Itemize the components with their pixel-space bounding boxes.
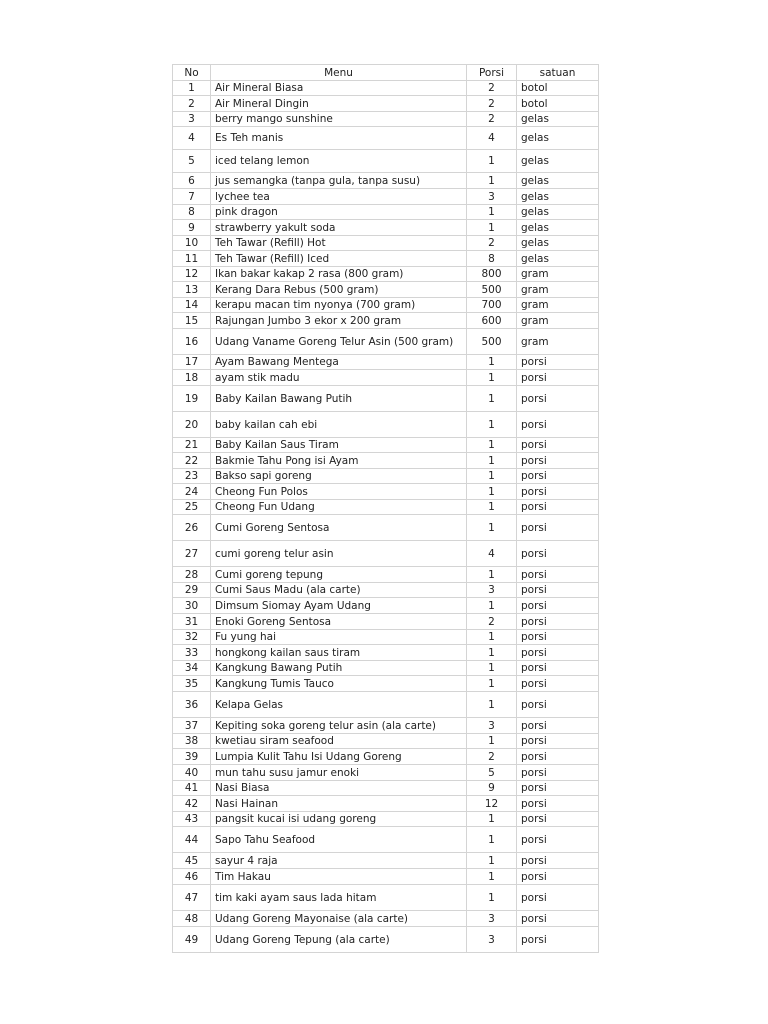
cell-menu: Baby Kailan Bawang Putih xyxy=(211,386,467,412)
cell-no: 18 xyxy=(173,370,211,386)
cell-menu: Kerang Dara Rebus (500 gram) xyxy=(211,282,467,298)
cell-satuan: gram xyxy=(517,329,599,355)
cell-menu: kerapu macan tim nyonya (700 gram) xyxy=(211,298,467,313)
table-row xyxy=(173,749,599,765)
cell-satuan: gelas xyxy=(517,189,599,205)
cell-porsi: 800 xyxy=(467,267,517,282)
cell-satuan: gelas xyxy=(517,251,599,267)
cell-satuan: porsi xyxy=(517,598,599,614)
cell-menu: Kepiting soka goreng telur asin (ala carte) xyxy=(211,718,467,734)
cell-porsi: 1 xyxy=(467,692,517,718)
table-row xyxy=(173,661,599,676)
table-row xyxy=(173,220,599,236)
cell-menu: tim kaki ayam saus lada hitam xyxy=(211,885,467,911)
table-row xyxy=(173,541,599,567)
cell-satuan: botol xyxy=(517,81,599,96)
cell-menu: Air Mineral Biasa xyxy=(211,81,467,96)
cell-porsi: 9 xyxy=(467,781,517,796)
cell-satuan: gelas xyxy=(517,236,599,251)
cell-menu: Cumi goreng tepung xyxy=(211,567,467,583)
cell-satuan: gelas xyxy=(517,205,599,220)
cell-menu: Rajungan Jumbo 3 ekor x 200 gram xyxy=(211,313,467,329)
cell-porsi: 1 xyxy=(467,150,517,173)
table-row xyxy=(173,205,599,220)
cell-no: 42 xyxy=(173,796,211,812)
cell-no: 36 xyxy=(173,692,211,718)
cell-porsi: 1 xyxy=(467,370,517,386)
cell-menu: Lumpia Kulit Tahu Isi Udang Goreng xyxy=(211,749,467,765)
cell-porsi: 8 xyxy=(467,251,517,267)
cell-porsi: 1 xyxy=(467,853,517,869)
table-row xyxy=(173,676,599,692)
cell-menu: Udang Vaname Goreng Telur Asin (500 gram) xyxy=(211,329,467,355)
cell-porsi: 1 xyxy=(467,469,517,484)
cell-menu: Kelapa Gelas xyxy=(211,692,467,718)
cell-porsi: 4 xyxy=(467,541,517,567)
cell-no: 46 xyxy=(173,869,211,885)
cell-no: 23 xyxy=(173,469,211,484)
cell-porsi: 3 xyxy=(467,718,517,734)
cell-porsi: 1 xyxy=(467,500,517,515)
cell-porsi: 2 xyxy=(467,96,517,112)
header-no: No xyxy=(173,65,211,81)
cell-no: 39 xyxy=(173,749,211,765)
cell-menu: Udang Goreng Tepung (ala carte) xyxy=(211,927,467,953)
header-porsi: Porsi xyxy=(467,65,517,81)
cell-menu: Tim Hakau xyxy=(211,869,467,885)
cell-no: 17 xyxy=(173,355,211,370)
table-row xyxy=(173,500,599,515)
cell-satuan: botol xyxy=(517,96,599,112)
cell-menu: ayam stik madu xyxy=(211,370,467,386)
cell-no: 26 xyxy=(173,515,211,541)
cell-porsi: 600 xyxy=(467,313,517,329)
cell-menu: Teh Tawar (Refill) Iced xyxy=(211,251,467,267)
cell-satuan: gelas xyxy=(517,127,599,150)
cell-porsi: 5 xyxy=(467,765,517,781)
cell-no: 24 xyxy=(173,484,211,500)
cell-no: 48 xyxy=(173,911,211,927)
table-row xyxy=(173,718,599,734)
cell-satuan: porsi xyxy=(517,718,599,734)
cell-porsi: 1 xyxy=(467,205,517,220)
table-row xyxy=(173,370,599,386)
cell-no: 16 xyxy=(173,329,211,355)
cell-porsi: 1 xyxy=(467,827,517,853)
cell-no: 33 xyxy=(173,645,211,661)
cell-porsi: 1 xyxy=(467,645,517,661)
cell-no: 2 xyxy=(173,96,211,112)
cell-porsi: 1 xyxy=(467,386,517,412)
cell-menu: Kangkung Tumis Tauco xyxy=(211,676,467,692)
cell-satuan: porsi xyxy=(517,438,599,453)
cell-no: 15 xyxy=(173,313,211,329)
cell-menu: Ikan bakar kakap 2 rasa (800 gram) xyxy=(211,267,467,282)
cell-no: 10 xyxy=(173,236,211,251)
cell-no: 21 xyxy=(173,438,211,453)
cell-no: 28 xyxy=(173,567,211,583)
cell-menu: Es Teh manis xyxy=(211,127,467,150)
table-row xyxy=(173,765,599,781)
table-row xyxy=(173,150,599,173)
cell-satuan: porsi xyxy=(517,734,599,749)
cell-no: 30 xyxy=(173,598,211,614)
cell-menu: kwetiau siram seafood xyxy=(211,734,467,749)
menu-order-table xyxy=(172,64,599,953)
cell-porsi: 1 xyxy=(467,885,517,911)
table-row xyxy=(173,614,599,630)
cell-satuan: porsi xyxy=(517,469,599,484)
table-row xyxy=(173,645,599,661)
cell-porsi: 1 xyxy=(467,661,517,676)
table-row xyxy=(173,567,599,583)
table-row xyxy=(173,329,599,355)
cell-menu: Teh Tawar (Refill) Hot xyxy=(211,236,467,251)
cell-menu: Bakso sapi goreng xyxy=(211,469,467,484)
cell-menu: hongkong kailan saus tiram xyxy=(211,645,467,661)
cell-menu: Ayam Bawang Mentega xyxy=(211,355,467,370)
table-row xyxy=(173,911,599,927)
table-row xyxy=(173,282,599,298)
cell-porsi: 1 xyxy=(467,220,517,236)
cell-menu: Nasi Hainan xyxy=(211,796,467,812)
cell-porsi: 1 xyxy=(467,567,517,583)
table-row xyxy=(173,386,599,412)
cell-no: 4 xyxy=(173,127,211,150)
cell-porsi: 500 xyxy=(467,329,517,355)
table-row xyxy=(173,127,599,150)
cell-satuan: gelas xyxy=(517,220,599,236)
cell-porsi: 1 xyxy=(467,438,517,453)
cell-satuan: gelas xyxy=(517,150,599,173)
cell-menu: Air Mineral Dingin xyxy=(211,96,467,112)
cell-satuan: porsi xyxy=(517,567,599,583)
cell-porsi: 2 xyxy=(467,81,517,96)
cell-satuan: porsi xyxy=(517,661,599,676)
cell-porsi: 2 xyxy=(467,236,517,251)
table-row xyxy=(173,885,599,911)
cell-satuan: porsi xyxy=(517,812,599,827)
cell-porsi: 1 xyxy=(467,869,517,885)
cell-menu: Cheong Fun Udang xyxy=(211,500,467,515)
cell-porsi: 1 xyxy=(467,173,517,189)
cell-no: 29 xyxy=(173,583,211,598)
cell-satuan: gelas xyxy=(517,173,599,189)
cell-no: 19 xyxy=(173,386,211,412)
cell-satuan: gelas xyxy=(517,112,599,127)
cell-menu: Baby Kailan Saus Tiram xyxy=(211,438,467,453)
cell-porsi: 2 xyxy=(467,614,517,630)
cell-porsi: 700 xyxy=(467,298,517,313)
table-row xyxy=(173,853,599,869)
cell-satuan: porsi xyxy=(517,386,599,412)
cell-satuan: porsi xyxy=(517,827,599,853)
table-row xyxy=(173,927,599,953)
cell-menu: berry mango sunshine xyxy=(211,112,467,127)
cell-satuan: porsi xyxy=(517,869,599,885)
cell-satuan: porsi xyxy=(517,614,599,630)
cell-porsi: 1 xyxy=(467,734,517,749)
cell-no: 27 xyxy=(173,541,211,567)
cell-no: 6 xyxy=(173,173,211,189)
table-row xyxy=(173,796,599,812)
table-row xyxy=(173,734,599,749)
table-row xyxy=(173,583,599,598)
cell-porsi: 3 xyxy=(467,583,517,598)
cell-satuan: gram xyxy=(517,267,599,282)
cell-no: 41 xyxy=(173,781,211,796)
cell-satuan: porsi xyxy=(517,484,599,500)
cell-porsi: 1 xyxy=(467,812,517,827)
cell-no: 37 xyxy=(173,718,211,734)
cell-satuan: gram xyxy=(517,282,599,298)
cell-satuan: porsi xyxy=(517,927,599,953)
header-menu: Menu xyxy=(211,65,467,81)
table-row xyxy=(173,96,599,112)
cell-porsi: 4 xyxy=(467,127,517,150)
cell-no: 3 xyxy=(173,112,211,127)
cell-menu: Sapo Tahu Seafood xyxy=(211,827,467,853)
table-row xyxy=(173,236,599,251)
cell-menu: lychee tea xyxy=(211,189,467,205)
cell-menu: jus semangka (tanpa gula, tanpa susu) xyxy=(211,173,467,189)
cell-satuan: porsi xyxy=(517,911,599,927)
cell-menu: Fu yung hai xyxy=(211,630,467,645)
cell-menu: cumi goreng telur asin xyxy=(211,541,467,567)
cell-porsi: 1 xyxy=(467,676,517,692)
table-row xyxy=(173,173,599,189)
cell-satuan: gram xyxy=(517,313,599,329)
table-row xyxy=(173,484,599,500)
cell-no: 12 xyxy=(173,267,211,282)
cell-porsi: 1 xyxy=(467,412,517,438)
cell-porsi: 1 xyxy=(467,630,517,645)
cell-porsi: 1 xyxy=(467,355,517,370)
cell-no: 44 xyxy=(173,827,211,853)
cell-porsi: 3 xyxy=(467,927,517,953)
cell-porsi: 500 xyxy=(467,282,517,298)
table-row xyxy=(173,827,599,853)
cell-no: 40 xyxy=(173,765,211,781)
table-row xyxy=(173,692,599,718)
cell-menu: Kangkung Bawang Putih xyxy=(211,661,467,676)
cell-satuan: porsi xyxy=(517,541,599,567)
cell-no: 13 xyxy=(173,282,211,298)
table-row xyxy=(173,267,599,282)
table-row xyxy=(173,598,599,614)
cell-menu: baby kailan cah ebi xyxy=(211,412,467,438)
cell-menu: pangsit kucai isi udang goreng xyxy=(211,812,467,827)
cell-porsi: 1 xyxy=(467,598,517,614)
cell-satuan: porsi xyxy=(517,692,599,718)
cell-menu: Enoki Goreng Sentosa xyxy=(211,614,467,630)
table-row xyxy=(173,412,599,438)
cell-menu: mun tahu susu jamur enoki xyxy=(211,765,467,781)
cell-satuan: gram xyxy=(517,298,599,313)
cell-satuan: porsi xyxy=(517,630,599,645)
cell-no: 25 xyxy=(173,500,211,515)
cell-porsi: 2 xyxy=(467,112,517,127)
cell-satuan: porsi xyxy=(517,500,599,515)
table-row xyxy=(173,869,599,885)
table-row xyxy=(173,812,599,827)
cell-menu: Cheong Fun Polos xyxy=(211,484,467,500)
cell-menu: pink dragon xyxy=(211,205,467,220)
cell-no: 9 xyxy=(173,220,211,236)
cell-no: 8 xyxy=(173,205,211,220)
cell-no: 45 xyxy=(173,853,211,869)
cell-satuan: porsi xyxy=(517,583,599,598)
cell-satuan: porsi xyxy=(517,853,599,869)
cell-satuan: porsi xyxy=(517,676,599,692)
cell-satuan: porsi xyxy=(517,796,599,812)
table-row xyxy=(173,515,599,541)
cell-satuan: porsi xyxy=(517,885,599,911)
table-row xyxy=(173,355,599,370)
table-row xyxy=(173,298,599,313)
cell-menu: iced telang lemon xyxy=(211,150,467,173)
table-row xyxy=(173,112,599,127)
cell-no: 31 xyxy=(173,614,211,630)
cell-no: 5 xyxy=(173,150,211,173)
cell-no: 47 xyxy=(173,885,211,911)
table-row xyxy=(173,630,599,645)
cell-no: 14 xyxy=(173,298,211,313)
cell-satuan: porsi xyxy=(517,370,599,386)
cell-porsi: 3 xyxy=(467,911,517,927)
cell-satuan: porsi xyxy=(517,781,599,796)
cell-porsi: 12 xyxy=(467,796,517,812)
cell-menu: Nasi Biasa xyxy=(211,781,467,796)
cell-satuan: porsi xyxy=(517,355,599,370)
cell-satuan: porsi xyxy=(517,765,599,781)
cell-menu: Cumi Goreng Sentosa xyxy=(211,515,467,541)
cell-satuan: porsi xyxy=(517,515,599,541)
cell-no: 7 xyxy=(173,189,211,205)
cell-menu: Cumi Saus Madu (ala carte) xyxy=(211,583,467,598)
cell-satuan: porsi xyxy=(517,453,599,469)
cell-no: 20 xyxy=(173,412,211,438)
cell-no: 49 xyxy=(173,927,211,953)
cell-porsi: 1 xyxy=(467,515,517,541)
cell-no: 22 xyxy=(173,453,211,469)
cell-satuan: porsi xyxy=(517,412,599,438)
cell-no: 1 xyxy=(173,81,211,96)
table-row xyxy=(173,469,599,484)
cell-satuan: porsi xyxy=(517,749,599,765)
cell-no: 38 xyxy=(173,734,211,749)
cell-porsi: 3 xyxy=(467,189,517,205)
cell-no: 35 xyxy=(173,676,211,692)
table-row xyxy=(173,189,599,205)
table-row xyxy=(173,438,599,453)
cell-menu: sayur 4 raja xyxy=(211,853,467,869)
cell-menu: strawberry yakult soda xyxy=(211,220,467,236)
cell-no: 43 xyxy=(173,812,211,827)
cell-porsi: 1 xyxy=(467,453,517,469)
cell-no: 11 xyxy=(173,251,211,267)
table-row xyxy=(173,453,599,469)
cell-menu: Bakmie Tahu Pong isi Ayam xyxy=(211,453,467,469)
header-satuan: satuan xyxy=(517,65,599,81)
cell-no: 32 xyxy=(173,630,211,645)
table-row xyxy=(173,81,599,96)
cell-porsi: 1 xyxy=(467,484,517,500)
cell-no: 34 xyxy=(173,661,211,676)
cell-satuan: porsi xyxy=(517,645,599,661)
table-body xyxy=(173,81,599,953)
table-row xyxy=(173,781,599,796)
cell-porsi: 2 xyxy=(467,749,517,765)
table-row xyxy=(173,313,599,329)
cell-menu: Udang Goreng Mayonaise (ala carte) xyxy=(211,911,467,927)
cell-menu: Dimsum Siomay Ayam Udang xyxy=(211,598,467,614)
header-row xyxy=(173,65,599,81)
table-row xyxy=(173,251,599,267)
